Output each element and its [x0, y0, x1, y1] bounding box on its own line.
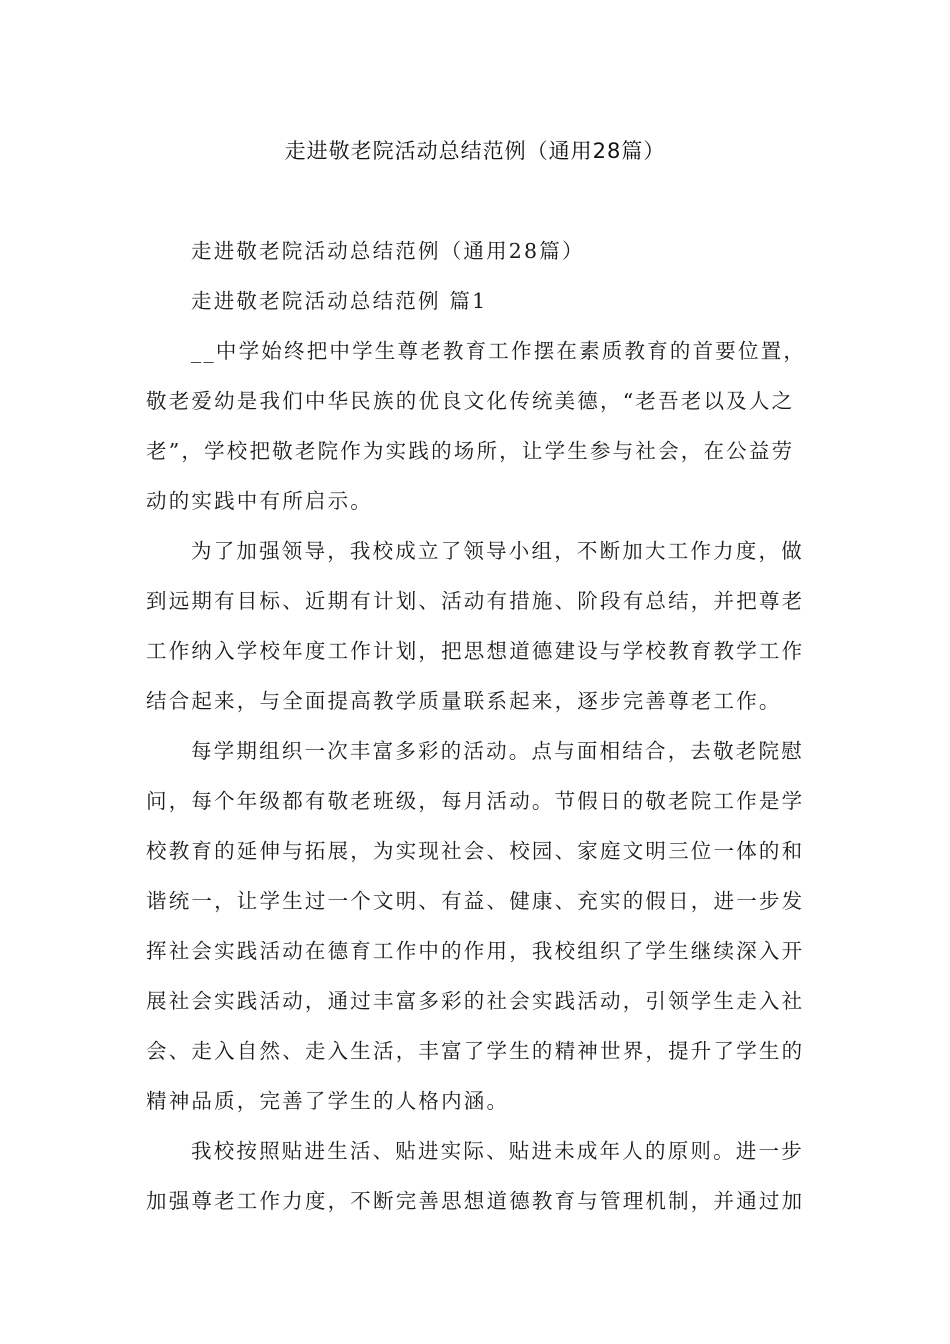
text-line: 展社会实践活动，通过丰富多彩的社会实践活动，引领学生走入社 — [146, 989, 805, 1013]
text-line: 老”，学校把敬老院作为实践的场所，让学生参与社会，在公益劳 — [146, 439, 795, 463]
text-line: 动的实践中有所启示。 — [146, 489, 373, 513]
text-line: 我校按照贴进生活、贴进实际、贴进未成年人的原则。进一步 — [191, 1139, 804, 1163]
text-line: 到远期有目标、近期有计划、活动有措施、阶段有总结，并把尊老 — [146, 589, 805, 613]
text-line: 问，每个年级都有敬老班级，每月活动。节假日的敬老院工作是学 — [146, 789, 805, 813]
text-line: 敬老爱幼是我们中华民族的优良文化传统美德，“老吾老以及人之 — [146, 389, 795, 413]
text-line: __中学始终把中学生尊老教育工作摆在素质教育的首要位置， — [191, 339, 807, 363]
text-line: 谐统一，让学生过一个文明、有益、健康、充实的假日，进一步发 — [146, 889, 805, 913]
text-line: 走进敬老院活动总结范例（通用28篇） — [191, 239, 585, 263]
text-line: 每学期组织一次丰富多彩的活动。点与面相结合，去敬老院慰 — [191, 739, 804, 763]
text-line: 会、走入自然、走入生活，丰富了学生的精神世界，提升了学生的 — [146, 1039, 805, 1063]
text-line: 为了加强领导，我校成立了领导小组，不断加大工作力度，做 — [191, 539, 804, 563]
document-title: 走进敬老院活动总结范例（通用28篇） — [284, 139, 666, 163]
text-line: 加强尊老工作力度，不断完善思想道德教育与管理机制，并通过加 — [146, 1189, 805, 1213]
text-line: 走进敬老院活动总结范例 篇1 — [191, 289, 488, 313]
text-line: 精神品质，完善了学生的人格内涵。 — [146, 1089, 510, 1113]
text-line: 校教育的延伸与拓展，为实现社会、校园、家庭文明三位一体的和 — [146, 839, 805, 863]
text-line: 结合起来，与全面提高教学质量联系起来，逐步完善尊老工作。 — [146, 689, 782, 713]
text-line: 挥社会实践活动在德育工作中的作用，我校组织了学生继续深入开 — [146, 939, 805, 963]
text-line: 工作纳入学校年度工作计划，把思想道德建设与学校教育教学工作 — [146, 639, 805, 663]
document-body — [146, 226, 814, 1226]
